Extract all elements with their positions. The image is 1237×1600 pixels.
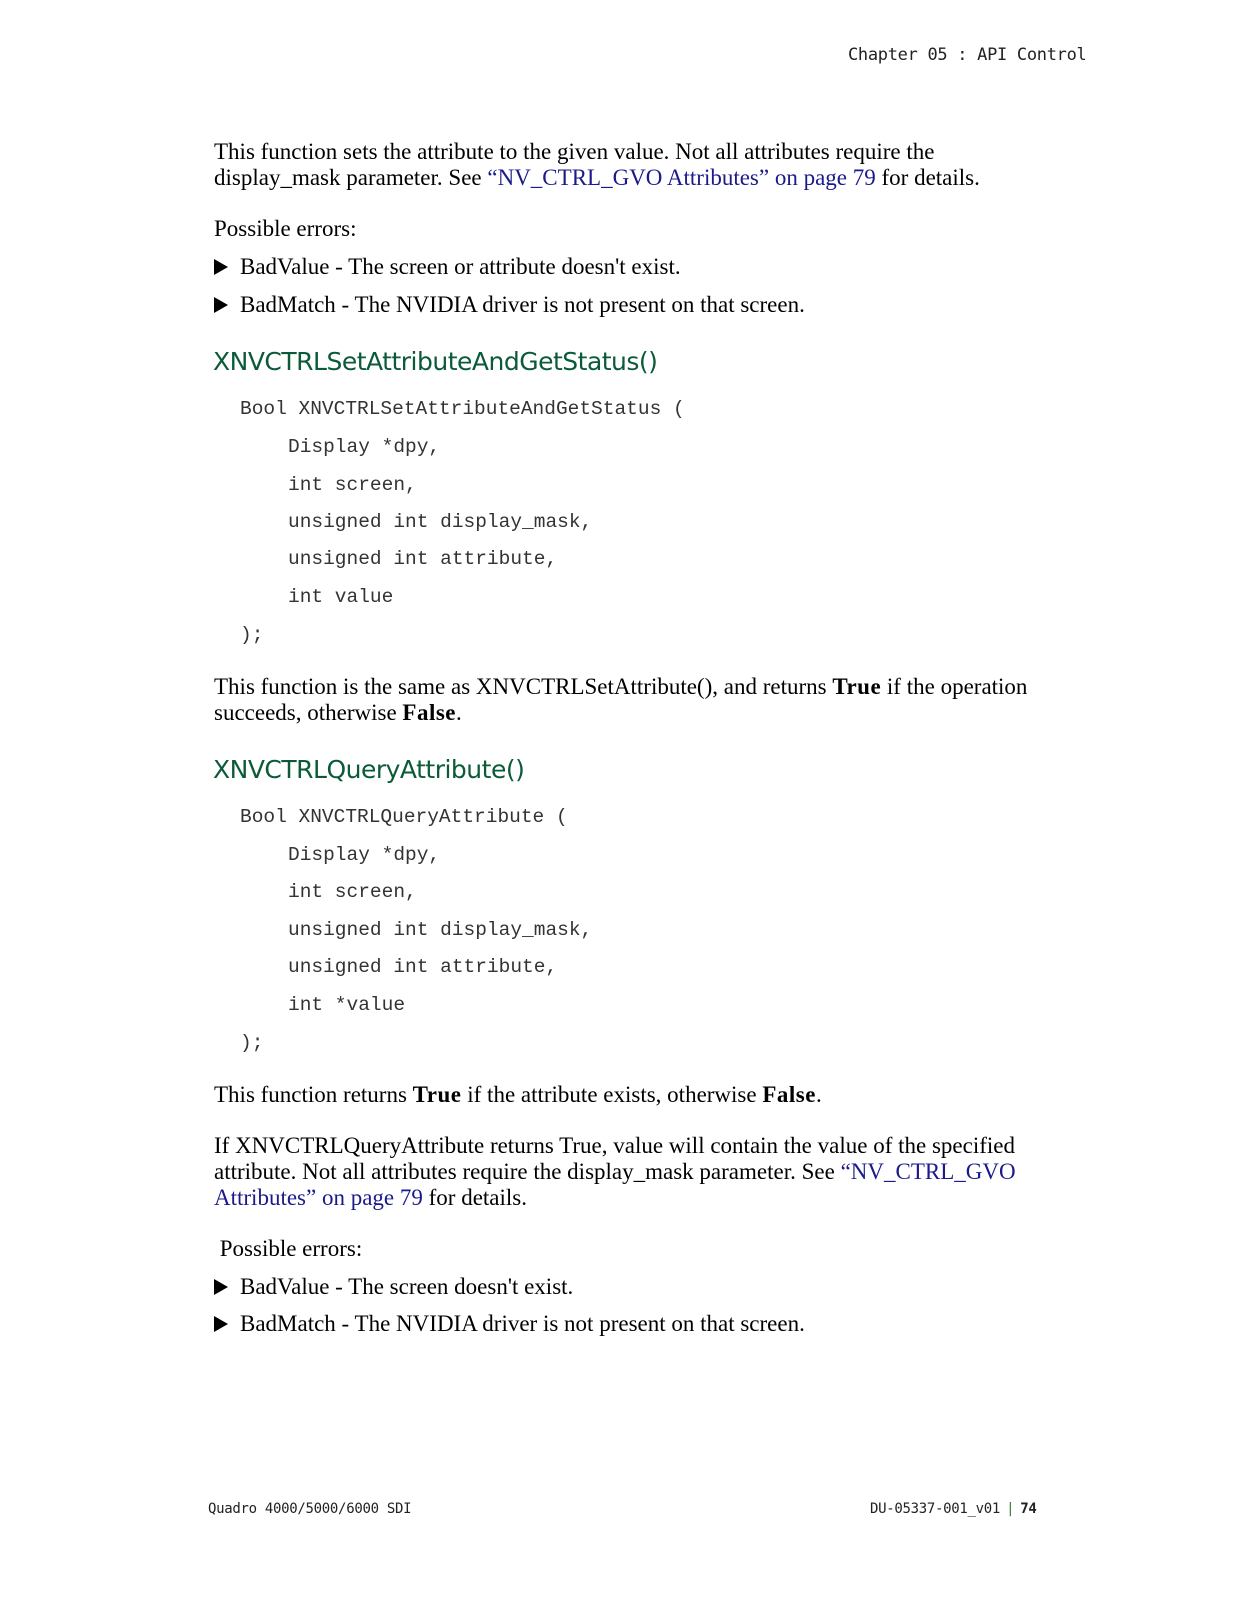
gvo-attributes-link[interactable]: Attributes” on page 79 [214,1185,423,1210]
code-line: ); [240,1032,264,1054]
list-item-text: BadMatch - The NVIDIA driver is not present on that screen. [240,1311,805,1336]
intro-text: display_mask parameter. See [214,165,488,190]
code-line: unsigned int display_mask, [288,511,593,533]
false-keyword: False [402,700,457,725]
description-text: . [456,700,462,725]
description-text: attribute. Not all attributes require the display_mask parameter. See [214,1159,841,1184]
description-text: succeeds, otherwise [214,700,403,725]
true-keyword: True [412,1082,462,1107]
code-line: Bool XNVCTRLQueryAttribute ( [240,806,568,828]
description-text: This function returns [214,1082,413,1107]
code-line: Display *dpy, [288,844,441,866]
bullet-arrow-icon [214,297,228,313]
section1-description [214,674,1027,726]
footer-doc-info [870,1501,1036,1517]
description-line-2 [214,700,1027,726]
gvo-attributes-link[interactable]: “NV_CTRL_GVO Attributes” on page 79 [487,165,876,190]
bullet-arrow-icon [214,259,228,275]
gvo-attributes-link[interactable]: “NV_CTRL_GVO [840,1159,1016,1184]
section2-return [214,1082,822,1108]
description-text: if the operation [881,674,1028,699]
footer-product: Quadro 4000/5000/6000 SDI [208,1501,412,1517]
intro-line-1: This function sets the attribute to the given value. Not all attributes require the [214,139,935,164]
code-line: Bool XNVCTRLSetAttributeAndGetStatus ( [240,398,685,420]
bullet-arrow-icon [214,1316,228,1332]
list-item [214,292,805,318]
list-item [214,1311,805,1337]
errors-title: Possible errors: [214,216,357,241]
false-keyword: False [762,1082,816,1107]
code-line: Display *dpy, [288,436,441,458]
code-line: int value [288,586,394,608]
code-line: unsigned int display_mask, [288,919,593,941]
if-line-2 [214,1159,1016,1185]
intro-line-2 [214,165,980,191]
description-line-1 [214,674,1027,700]
list-item-text: BadValue - The screen doesn't exist. [240,1274,574,1299]
footer-doc-id: DU-05337-001_v01 [870,1501,1001,1517]
footer-separator: | [1006,1501,1015,1517]
list-item [214,1274,573,1300]
description-text: This function is the same as XNVCTRLSetAttribute(), and returns [214,674,833,699]
list-item-text: BadMatch - The NVIDIA driver is not present on that screen. [240,292,805,317]
section-heading: XNVCTRLSetAttributeAndGetStatus() [213,347,658,376]
intro-text-end: for details. [875,165,980,190]
code-line: int screen, [288,881,417,903]
description-text: if the attribute exists, otherwise [461,1082,763,1107]
bullet-arrow-icon [214,1279,228,1295]
section-heading: XNVCTRLQueryAttribute() [213,755,525,784]
list-item [214,254,681,280]
code-line: unsigned int attribute, [288,956,558,978]
description-text: for details. [422,1185,527,1210]
list-item-text: BadValue - The screen or attribute doesn't exist. [240,254,681,279]
intro-paragraph [214,139,980,191]
errors-title: Possible errors: [214,1236,363,1261]
chapter-header: Chapter 05 : API Control [848,45,1087,65]
code-line: int *value [288,994,406,1016]
code-line: ); [240,624,264,646]
if-line-1: If XNVCTRLQueryAttribute returns True, value will contain the value of the specified [214,1133,1015,1158]
page-number: 74 [1020,1501,1037,1517]
code-line: unsigned int attribute, [288,548,558,570]
code-line: int screen, [288,474,417,496]
true-keyword: True [832,674,882,699]
description-text: . [815,1082,822,1107]
if-line-3 [214,1185,1016,1211]
section2-if-paragraph [214,1133,1016,1211]
